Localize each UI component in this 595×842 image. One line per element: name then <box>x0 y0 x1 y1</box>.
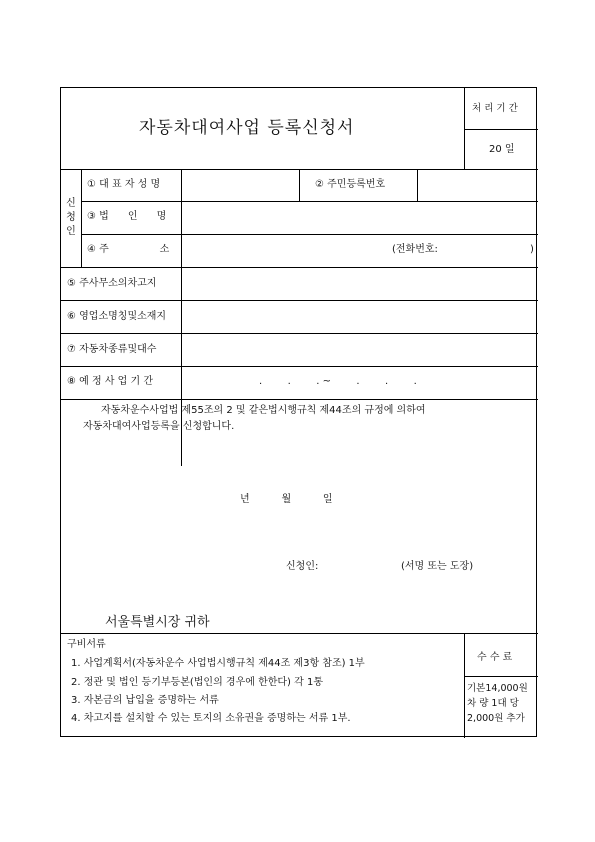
resident-col-divider <box>417 169 418 201</box>
statement-line-1: 자동차운수사업법 제55조의 2 및 같은법시행규칙 제44조의 규정에 의하여 <box>101 405 426 416</box>
main-office-label: ⑤ 주사무소의차고지 <box>67 278 157 289</box>
form-title: 자동차대여사업 등록신청서 <box>139 118 355 138</box>
row-line <box>61 633 538 634</box>
corp-name-label: ③ 법 인 명 <box>87 211 167 222</box>
rep-name-label: ① 대 표 자 성 명 <box>87 179 161 190</box>
row-line <box>61 300 538 301</box>
row-line <box>61 333 538 334</box>
applicant-side-label: 신청인 <box>66 198 76 237</box>
sign-hint: (서명 또는 도장) <box>401 561 474 572</box>
planned-period-value: . . . ~ . . . <box>259 376 417 387</box>
resident-col-divider <box>299 169 300 201</box>
address-label: ④ 주 소 <box>87 244 170 255</box>
processing-period-value: 20 일 <box>489 144 515 155</box>
statement-date: 년 월 일 <box>240 494 333 505</box>
document-item: 3. 자본금의 납입을 증명하는 서류 <box>71 695 219 706</box>
phone-label: (전화번호: <box>392 244 438 255</box>
application-form <box>60 87 537 737</box>
fee-label: 수 수 료 <box>477 652 513 663</box>
document-item: 1. 사업계획서(자동차운수 사업법시행규칙 제44조 제3항 참조) 1부 <box>71 658 365 669</box>
document-item: 2. 정관 및 법인 등기부등본(법인의 경우에 한한다) 각 1통 <box>71 677 323 688</box>
vehicle-type-label: ⑦ 자동차종류및대수 <box>67 344 157 355</box>
signer-label: 신청인: <box>286 561 319 572</box>
row-line <box>61 267 538 268</box>
row-line <box>61 399 538 400</box>
applicant-side-divider <box>81 169 82 267</box>
statement-line-2: 자동차대여사업등록을 신청합니다. <box>83 421 235 432</box>
branch-office-label: ⑥ 영업소명칭및소재지 <box>67 311 167 322</box>
row-line <box>81 201 538 202</box>
fee-divider <box>464 676 538 677</box>
row-line <box>81 234 538 235</box>
resident-no-label: ② 주민등록번호 <box>315 179 386 190</box>
processing-period-label: 처 리 기 간 <box>472 103 518 114</box>
row-line <box>61 366 538 367</box>
fee-col-divider <box>464 633 465 738</box>
fee-line-1: 기본14,000원 <box>467 683 528 694</box>
addressee: 서울특별시장 귀하 <box>105 615 210 630</box>
document-item: 4. 차고지를 설치할 수 있는 토지의 소유권을 증명하는 서류 1부. <box>71 713 351 724</box>
planned-period-label: ⑧ 예 정 사 업 기 간 <box>67 376 153 387</box>
period-divider <box>464 129 538 130</box>
documents-header: 구비서류 <box>67 639 106 650</box>
fee-line-3: 2,000원 추가 <box>467 713 525 724</box>
phone-close: ) <box>530 244 534 255</box>
fee-line-2: 차 량 1대 당 <box>467 698 519 709</box>
